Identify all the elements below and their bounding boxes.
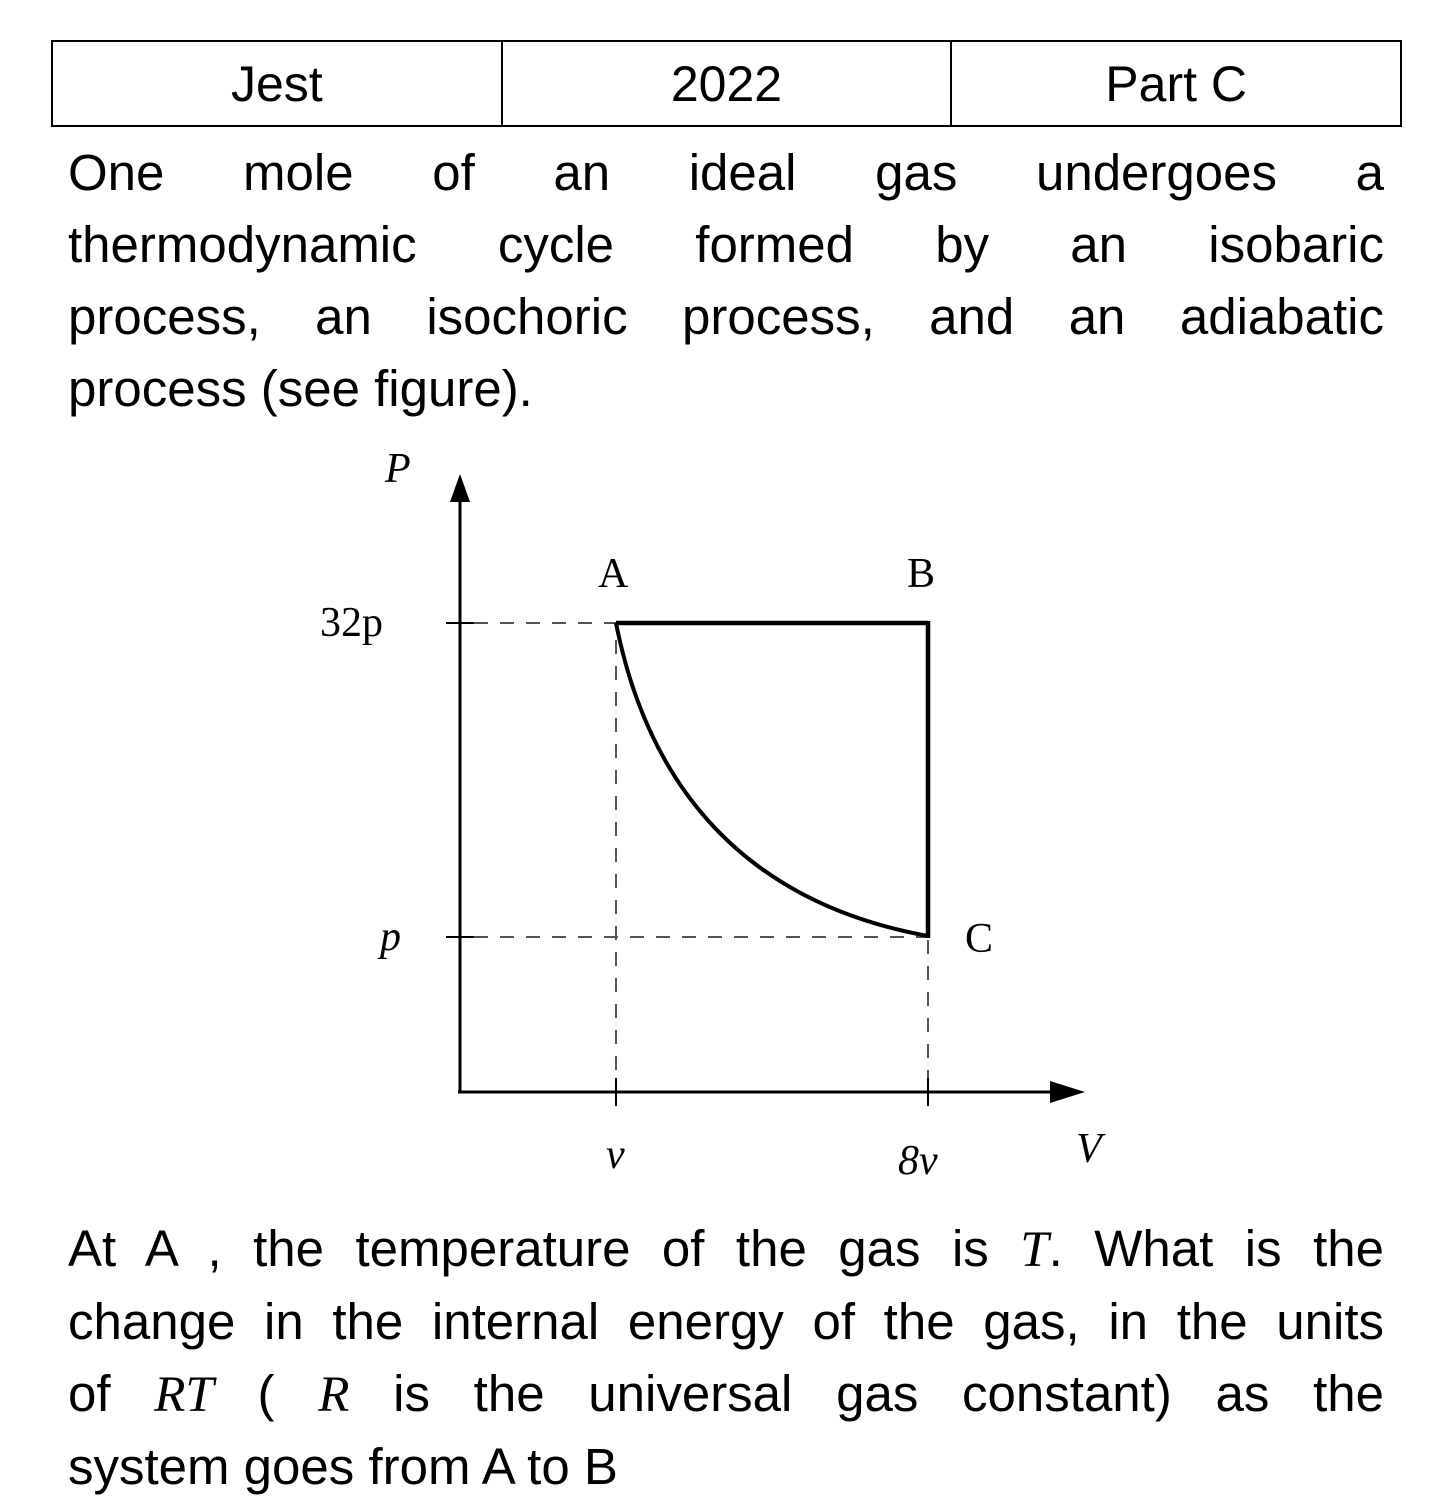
header-year: 2022 [502, 41, 952, 126]
header-part: Part C [951, 41, 1401, 126]
adiabatic-ca [616, 623, 928, 936]
y-axis-label: P [385, 446, 411, 492]
x-tick-label-v: v [606, 1132, 625, 1178]
x-tick-label-8v: 8v [898, 1138, 938, 1180]
prompt-line-2: change in the internal energy of the gas, in the units [68, 1293, 1384, 1350]
prompt-text: is the universal gas constant) as the [349, 1365, 1385, 1422]
x-axis-arrow [1050, 1081, 1085, 1103]
prompt-text: At A , the temperature of the gas is [68, 1220, 1021, 1277]
prompt-text: . What is the [1048, 1220, 1384, 1277]
intro-line-4: process (see figure). [68, 360, 533, 417]
temperature-symbol: T [1020, 1222, 1049, 1278]
prompt-line-3 [68, 1358, 1384, 1431]
y-tick-label-32p: 32p [320, 600, 383, 646]
question-intro [68, 137, 1384, 425]
intro-line-3: process, an isochoric process, and an adiabatic [68, 288, 1384, 345]
r-symbol: R [318, 1367, 350, 1423]
point-label-c: C [965, 916, 994, 962]
question-prompt [68, 1213, 1384, 1503]
prompt-text: ( [213, 1365, 319, 1422]
prompt-text: of [68, 1365, 155, 1422]
intro-line-2: thermodynamic cycle formed by an isobaric [68, 216, 1384, 273]
y-axis-arrow [450, 474, 470, 502]
y-tick-label-p: p [380, 914, 401, 960]
header-exam: Jest [52, 41, 502, 126]
point-label-a: A [598, 551, 629, 597]
prompt-line-4: system goes from A to B [68, 1438, 618, 1495]
header-table [51, 40, 1402, 127]
rt-symbol: RT [154, 1367, 214, 1423]
pv-diagram [300, 440, 1160, 1180]
point-label-b: B [907, 551, 936, 597]
x-axis-label: V [1076, 1126, 1102, 1172]
header-row [52, 41, 1401, 126]
prompt-line-1 [68, 1213, 1384, 1286]
intro-line-1: One mole of an ideal gas undergoes a [68, 144, 1384, 201]
